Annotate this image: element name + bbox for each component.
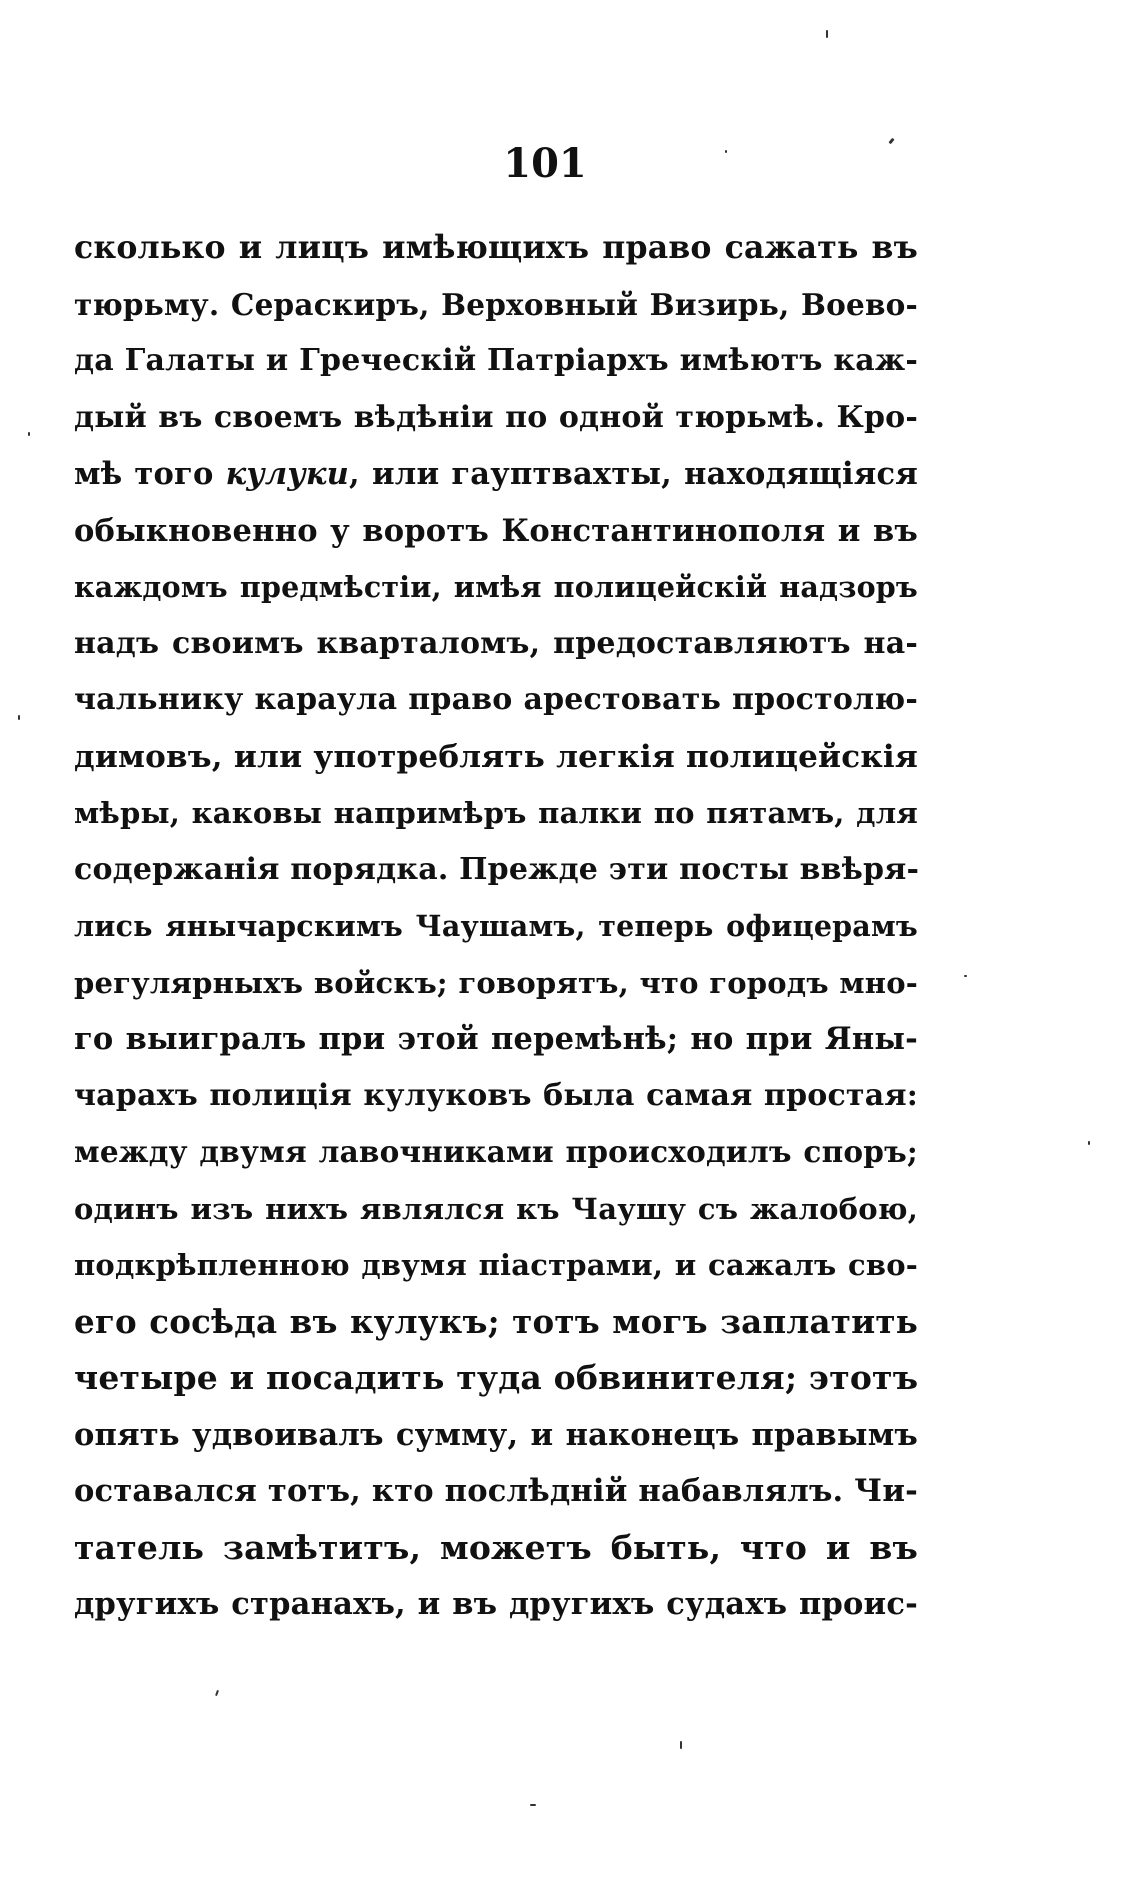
- text-line-segment: каждомъ предмѣстіи, имѣя полицейскій надзоръ: [74, 570, 918, 604]
- text-line: [74, 1068, 918, 1125]
- text-line-segment: его сосѣда въ кулукъ; тотъ могъ заплатить: [74, 1301, 918, 1341]
- text-line: [74, 1463, 918, 1520]
- scan-speck: [964, 975, 967, 977]
- text-line-segment: опять удвоивалъ сумму, и наконецъ правымъ: [74, 1416, 918, 1453]
- page-number: 101: [503, 140, 587, 187]
- scan-speck: [530, 1804, 536, 1806]
- text-line-segment: дый въ своемъ вѣдѣніи по одной тюрьмѣ. Кро-: [74, 399, 918, 435]
- text-line-segment: чальнику караула право арестовать простолю-: [74, 682, 918, 717]
- text-line: [74, 1011, 918, 1068]
- text-line: [74, 220, 918, 277]
- text-line: [74, 842, 918, 899]
- text-line: [74, 1237, 918, 1294]
- text-line: [74, 1407, 918, 1464]
- scan-speck: [680, 1741, 682, 1749]
- text-line-segment: сколько и лицъ имѣющихъ право сажать въ: [74, 229, 918, 266]
- text-line: [74, 1124, 918, 1181]
- scan-speck: [215, 1690, 219, 1696]
- text-line-segment: оставался тотъ, кто послѣдній набавлялъ. Чи-: [74, 1473, 918, 1509]
- text-line: [74, 1294, 918, 1351]
- text-line: [74, 333, 918, 390]
- text-line: [74, 1576, 918, 1633]
- text-line: [74, 1520, 918, 1577]
- text-line-segment: татель замѣтитъ, можетъ быть, что и въ: [74, 1527, 918, 1567]
- text-line-segment: четыре и посадить туда обвинителя; этотъ: [74, 1358, 919, 1397]
- text-line: [74, 672, 918, 729]
- text-line: [74, 1181, 918, 1238]
- text-line: [74, 559, 918, 616]
- body-text: [74, 220, 918, 1633]
- text-line-segment: го выигралъ при этой перемѣнѣ; но при Яны-: [74, 1021, 918, 1057]
- text-line-segment: надъ своимъ кварталомъ, предоставляютъ на-: [74, 625, 918, 661]
- text-line-segment: одинъ изъ нихъ являлся къ Чаушу съ жалобою,: [74, 1191, 918, 1226]
- text-line: [74, 1350, 918, 1407]
- text-line: [74, 446, 918, 503]
- text-line-segment: содержанія порядка. Прежде эти посты ввѣря-: [74, 851, 920, 887]
- scan-speck: [1088, 1141, 1090, 1145]
- italic-term: кулуки: [225, 456, 350, 492]
- scan-speck: [725, 150, 727, 153]
- text-line-segment: , или гауптвахты, находящіяся: [349, 456, 918, 492]
- text-line: [74, 785, 918, 842]
- text-line: [74, 277, 918, 334]
- text-line-segment: мѣры, каковы напримѣръ палки по пятамъ, для: [74, 796, 918, 830]
- text-line-segment: подкрѣпленною двумя піастрами, и сажалъ сво-: [74, 1248, 918, 1282]
- text-line-segment: да Галаты и Греческій Патріархъ имѣютъ каж-: [74, 343, 918, 378]
- text-line-segment: другихъ странахъ, и въ другихъ судахъ проис-: [74, 1586, 918, 1622]
- text-line-segment: димовъ, или употреблять легкія полицейскія: [74, 738, 918, 775]
- text-line-segment: лись янычарскимъ Чаушамъ, теперь офицерамъ: [74, 909, 918, 943]
- scan-speck: [826, 30, 828, 38]
- scan-speck: [28, 432, 30, 436]
- scan-speck: [18, 715, 20, 720]
- text-line: [74, 898, 918, 955]
- text-line-segment: мѣ того: [74, 456, 226, 492]
- text-line-segment: чарахъ полиція кулуковъ была самая простая:: [74, 1077, 918, 1113]
- text-line: [74, 616, 918, 673]
- text-line: [74, 955, 918, 1012]
- text-line-segment: регулярныхъ войскъ; говорятъ, что городъ мно-: [74, 965, 918, 1000]
- text-line: [74, 503, 918, 560]
- text-line: [74, 390, 918, 447]
- text-line-segment: тюрьму. Сераскиръ, Верховный Визирь, Воево-: [74, 286, 918, 322]
- scan-speck: [888, 138, 894, 145]
- text-line-segment: между двумя лавочниками происходилъ споръ;: [74, 1134, 918, 1169]
- text-line-segment: обыкновенно у воротъ Константинополя и въ: [74, 512, 918, 549]
- text-line: [74, 729, 918, 786]
